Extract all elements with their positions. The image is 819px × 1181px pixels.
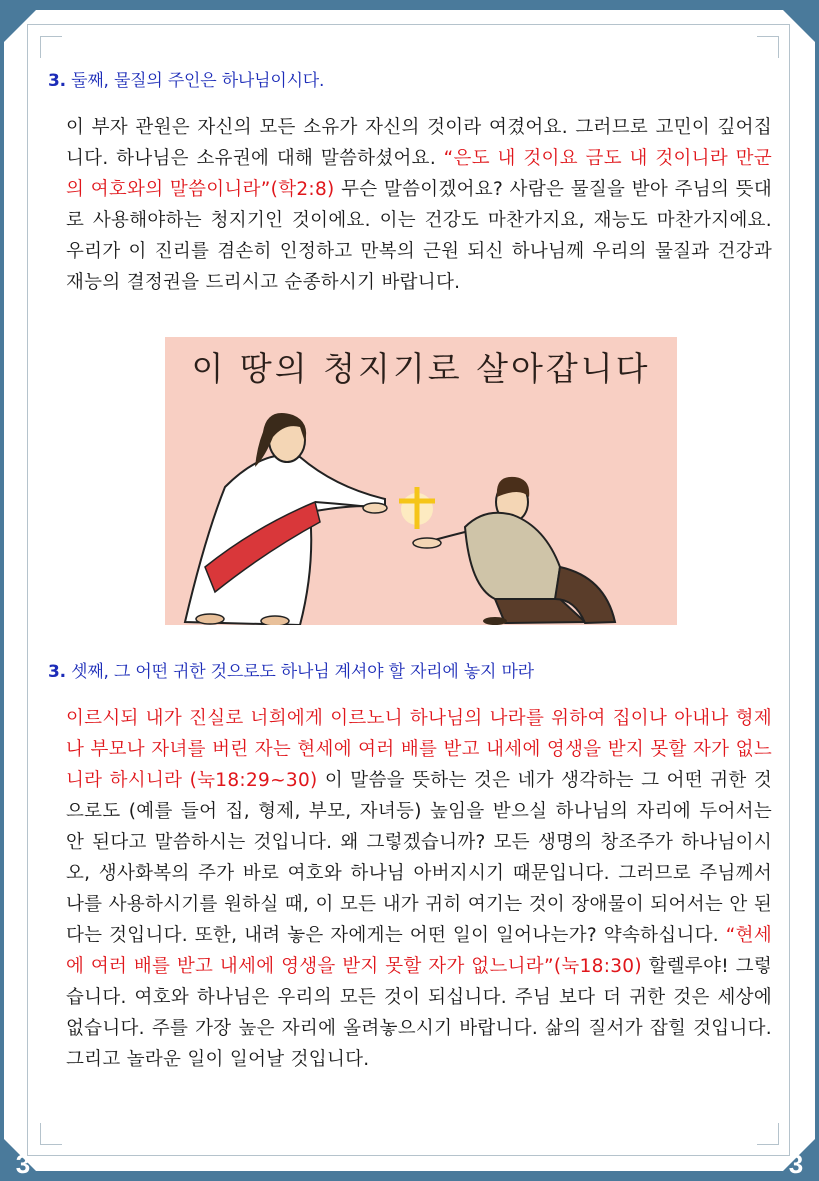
page-number-right: 3 — [788, 1149, 804, 1179]
deco-corner-top-right — [757, 36, 779, 58]
section-2-paragraph — [66, 703, 772, 1075]
section-1-body-2: 무슨 말씀이겠어요? 사람은 물질을 받아 주님의 뜻대로 사용해야하는 청지기인 것이에요. 이는 건강도 마찬가지요, 재능도 마찬가지에요. 우리가 이 진리를 겸손히 인정하고 만복의 근원 되신 하나님께 우리의 물질과 건강과 재능의 결정권을 드리시고 순종하시기 바랍니다. — [66, 179, 772, 293]
section-1-paragraph — [66, 112, 772, 298]
section-1-body-1: 이 부자 관원은 자신의 모든 소유가 자신의 것이라 여겼어요. 그러므로 고민이 깊어집니다. 하나님은 소유권에 대해 말씀하셨어요. — [66, 117, 772, 169]
section-2-body-2: 할렐루야! 그렇습니다. 여호와 하나님은 우리의 모든 것이 되십니다. 주님 보다 더 귀한 것은 세상에 없습니다. 주를 가장 높은 자리에 올려놓으시기 바랍니다. 삶의 질서가 잡힐 것입니다. 그리고 놀라운 일이 일어날 것입니다. — [66, 956, 772, 1070]
section-2-title: 셋째, 그 어떤 귀한 것으로도 하나님 계셔야 할 자리에 놓지 마라 — [71, 662, 534, 682]
section-2-body-1: 이 말씀을 뜻하는 것은 네가 생각하는 그 어떤 귀한 것으로도 (예를 들어 집, 형제, 부모, 자녀등) 높임을 받으실 하나님의 자리에 두어서는 안 된다고 말씀하시는 것입니다. 왜 그렇겠습니까? 모든 생명의 창조주가 하나님이시오, 생사화복의 주가 바로 여호와 하나님 아버지시기 때문입니다. 그러므로 주님께서 나를 사용하시기를 원하실 때, 이 모든 내가 귀히 여기는 것이 장애물이 되어서는 안 된다는 것입니다. 또한, 내려 놓은 자에게는 어떤 일이 일어나는가? 약속하십니다. — [66, 770, 772, 946]
jesus-and-man-drawing — [165, 337, 677, 625]
section-1-quote: “은도 내 것이요 금도 내 것이니라 만군의 여호와의 말씀이니라” — [66, 148, 772, 200]
section-1-number: 3. — [48, 71, 66, 91]
section-1-heading — [48, 66, 324, 91]
section-2-quote: 이르시되 내가 진실로 너희에게 이르노니 하나님의 나라를 위하여 집이나 아내나 형제나 부모나 자녀를 버린 자는 현세에 여러 배를 받고 내세에 영생을 받지 못할 자가 없느니라 하시니라 (눅18:29~30) — [66, 708, 772, 791]
frame-right-bar — [815, 0, 819, 1181]
section-1-title: 둘째, 물질의 주인은 하나님이시다. — [71, 71, 325, 91]
deco-corner-bottom-left — [40, 1123, 62, 1145]
section-2-reference-2: (눅18:30) — [553, 956, 642, 977]
section-2-quote-2: “현세에 여러 배를 받고 내세에 영생을 받지 못할 자가 없느니라” — [66, 925, 772, 977]
deco-corner-bottom-right — [757, 1123, 779, 1145]
illustration-tagline: 이 땅의 청지기로 살아갑니다 — [191, 349, 651, 388]
section-1-reference: (학2:8) — [270, 179, 335, 200]
frame-left-bar — [0, 0, 4, 1181]
page-number-left: 3 — [15, 1149, 31, 1179]
section-2-heading — [48, 657, 534, 682]
deco-corner-top-left — [40, 36, 62, 58]
section-2-number: 3. — [48, 662, 66, 682]
steward-illustration — [165, 337, 677, 625]
